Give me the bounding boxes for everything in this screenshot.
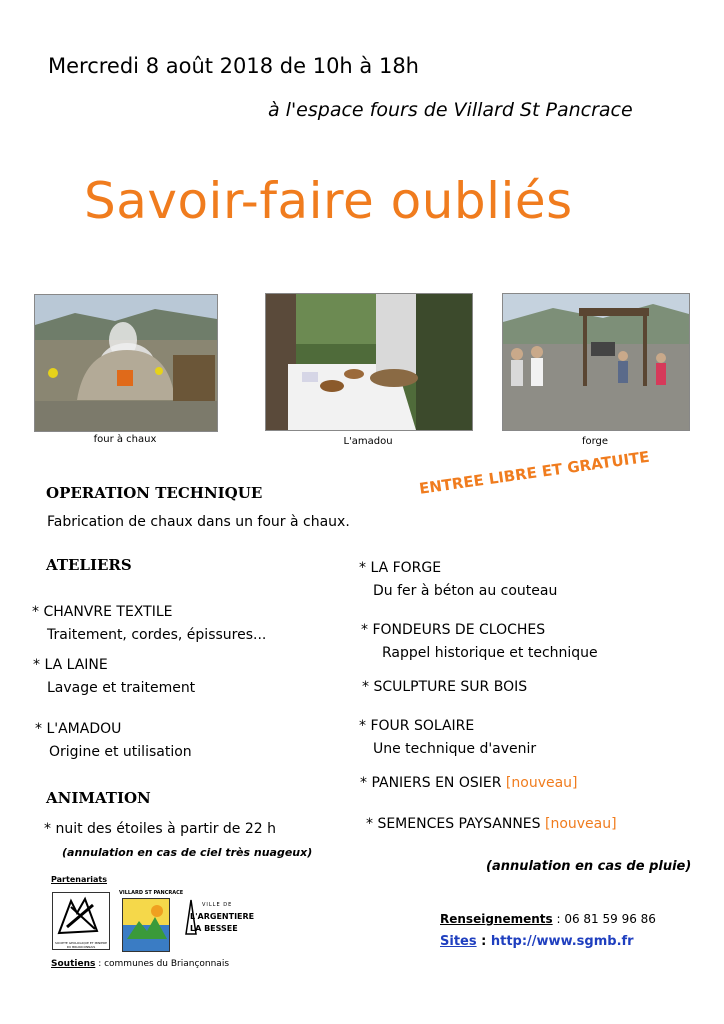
partenariats-label: Partenariats [51,875,108,884]
operation-heading: OPERATION TECHNIQUE [46,484,263,502]
argentiere-logo [184,896,255,942]
poster-title: Savoir-faire oubliés [84,172,573,230]
free-entry-banner: ENTREE LIBRE ET GRATUITE [418,447,651,498]
villard-label: VILLARD ST PANCRACE [119,890,184,896]
sites-line: Sites : http://www.sgmb.fr [440,934,634,949]
soutiens-line [51,959,229,969]
animation-heading: ANIMATION [46,789,151,807]
soutiens-label: Soutiens [51,959,96,969]
new-tag: [nouveau] [544,816,617,832]
atelier-title: * LA FORGE [359,560,442,576]
sgmb-logo-text: SOCIETE GEOLOGIQUE ET MINIERE DU BRIANCONNAIS [54,941,108,949]
atelier-desc: Rappel historique et technique [382,645,598,661]
website-link[interactable]: http://www.sgmb.fr [490,934,634,949]
atelier-title-text: * PANIERS EN OSIER [360,775,502,791]
ateliers-heading: ATELIERS [46,556,132,574]
phone-number: : 06 81 59 96 86 [552,912,656,926]
atelier-title: * CHANVRE TEXTILE [32,604,173,620]
operation-text: Fabrication de chaux dans un four à chaux. [47,514,350,530]
photo-four-a-chaux [34,294,218,432]
event-venue: à l'espace fours de Villard St Pancrace [268,99,633,121]
sites-label: Sites [440,934,477,949]
atelier-title: * SCULPTURE SUR BOIS [362,679,528,695]
atelier-title: * FOUR SOLAIRE [359,718,475,734]
animation-text: * nuit des étoiles à partir de 22 h [44,821,276,837]
sgmb-logo [52,892,110,950]
atelier-desc: Origine et utilisation [49,744,192,760]
atelier-title: * LA LAINE [33,657,108,673]
argentiere-name-1: L'ARGENTIERE [190,912,255,921]
renseignements-line [440,912,656,926]
renseignements-label: Renseignements [440,912,553,926]
argentiere-small-text: VILLE DE [202,902,233,908]
photo-forge [502,293,690,431]
photo-caption: forge [581,436,609,447]
photo-caption: L'amadou [343,436,393,447]
atelier-desc: Lavage et traitement [47,680,196,696]
atelier-title [366,816,617,832]
new-tag: [nouveau] [505,775,578,791]
atelier-desc: Traitement, cordes, épissures... [47,627,267,643]
atelier-desc: Une technique d'avenir [373,741,537,757]
atelier-title: * L'AMADOU [35,721,122,737]
event-date: Mercredi 8 août 2018 de 10h à 18h [48,54,419,78]
atelier-title [360,775,578,791]
rain-note: (annulation en cas de pluie) [486,859,692,874]
soutiens-text: : communes du Briançonnais [95,959,230,969]
argentiere-name-2: LA BESSEE [190,924,238,933]
atelier-title: * FONDEURS DE CLOCHES [361,622,546,638]
photo-amadou [265,293,473,431]
villard-logo [122,898,170,952]
atelier-title-text: * SEMENCES PAYSANNES [366,816,541,832]
atelier-desc: Du fer à béton au couteau [373,583,558,599]
animation-note: (annulation en cas de ciel très nuageux) [62,846,313,859]
photo-caption: four à chaux [93,434,157,445]
